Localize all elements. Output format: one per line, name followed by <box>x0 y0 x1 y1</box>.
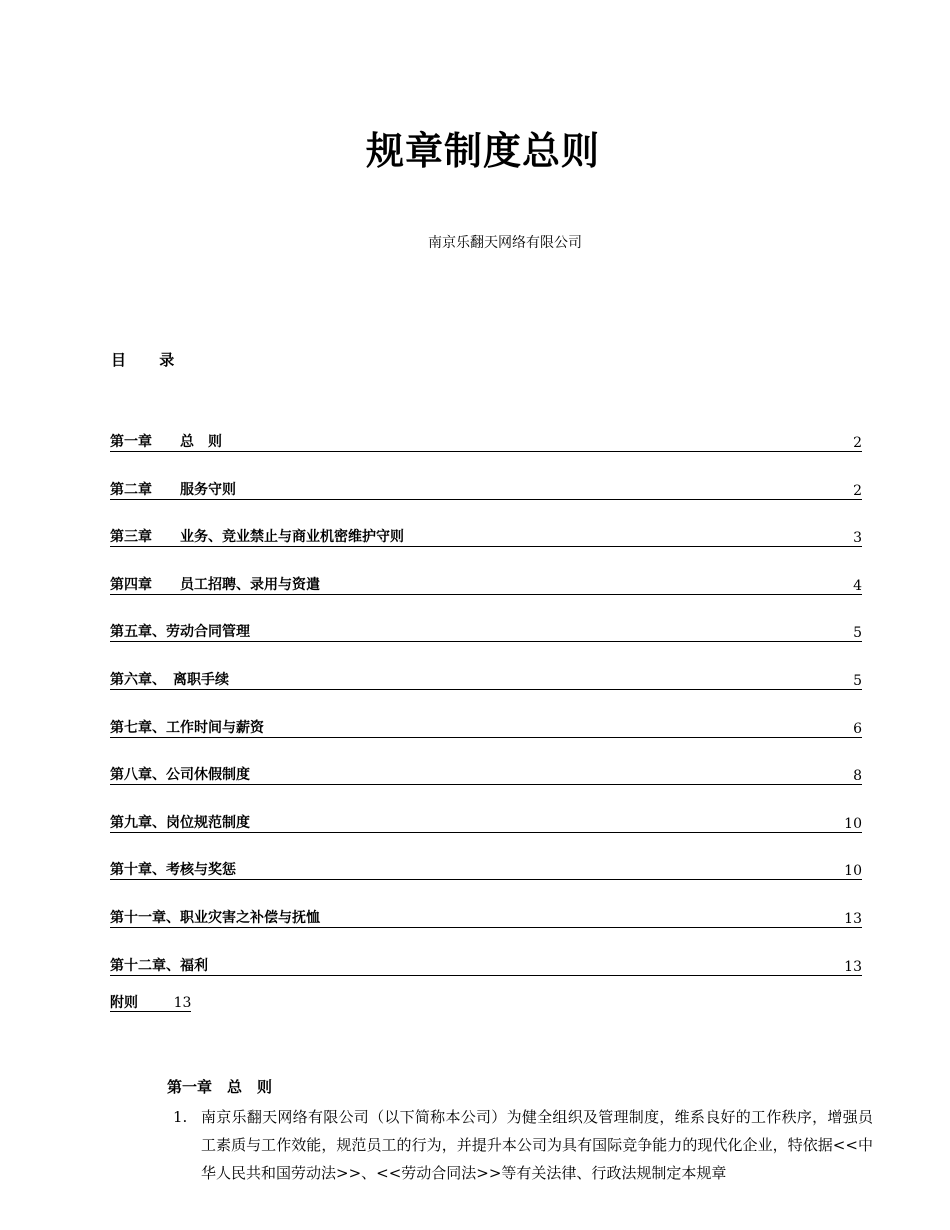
toc-entry-title: 第九章、岗位规范制度 <box>110 814 250 831</box>
toc-entry-page: 10 <box>844 863 862 880</box>
toc-entry-page: 13 <box>844 958 862 975</box>
toc-entry-page: 3 <box>853 530 862 547</box>
toc-entry-chapter-11[interactable] <box>110 908 862 928</box>
toc-entry-title: 第一章 总 则 <box>110 434 222 450</box>
toc-entry-chapter-9[interactable] <box>110 813 862 833</box>
toc-entry-chapter-2[interactable] <box>110 480 862 500</box>
toc-entry-title: 第五章、劳动合同管理 <box>110 624 250 641</box>
company-name: 南京乐翻天网络有限公司 <box>428 235 582 251</box>
toc-entry-title: 第二章 服务守则 <box>110 481 236 498</box>
toc-entry-chapter-1[interactable] <box>110 432 862 452</box>
toc-entry-chapter-3[interactable] <box>110 527 862 547</box>
chapter-heading: 第一章 总 则 <box>167 1078 273 1096</box>
document-title: 规章制度总则 <box>365 129 600 173</box>
toc-entry-chapter-4[interactable] <box>110 575 862 595</box>
toc-entry-title: 第十二章、福利 <box>110 957 208 974</box>
paragraph-number: 1. <box>173 1108 188 1126</box>
toc-entry-page: 2 <box>853 482 862 499</box>
toc-entry-chapter-8[interactable] <box>110 765 862 785</box>
toc-entry-page: 13 <box>844 910 862 927</box>
toc-entry-title: 第七章、工作时间与薪资 <box>110 719 264 736</box>
toc-entry-page: 8 <box>853 768 862 785</box>
toc-entry-page: 10 <box>844 815 862 832</box>
toc-entry-page: 5 <box>853 672 862 689</box>
toc-entry-chapter-7[interactable] <box>110 718 862 738</box>
toc-entry-chapter-10[interactable] <box>110 860 862 880</box>
toc-entry-page: 5 <box>853 625 862 642</box>
toc-entry-page: 4 <box>853 577 862 594</box>
toc-entry-chapter-5[interactable] <box>110 622 862 642</box>
toc-entry-page: 13 <box>173 995 192 1011</box>
table-of-contents <box>110 432 862 1003</box>
toc-entry-page: 2 <box>853 435 862 451</box>
toc-entry-title: 第八章、公司休假制度 <box>110 767 250 784</box>
paragraph-text: 南京乐翻天网络有限公司（以下简称本公司）为健全组织及管理制度，维系良好的工作秩序，增强员工素质与工作效能，规范员工的行为，并提升本公司为具有国际竞争能力的现代化企业，特依据<<中华人民共和国劳动法>>、<<劳动合同法>>等有关法律、行政法规制定本规章 <box>201 1108 873 1182</box>
toc-entry-appendix[interactable] <box>110 992 191 1012</box>
toc-heading: 目 录 <box>111 351 189 369</box>
toc-entry-page: 6 <box>853 720 862 737</box>
toc-entry-title: 第六章、 离职手续 <box>110 671 229 688</box>
toc-entry-title: 第四章 员工招聘、录用与资遣 <box>110 576 320 593</box>
toc-entry-title: 第十章、考核与奖惩 <box>110 862 236 879</box>
toc-entry-chapter-6[interactable] <box>110 670 862 690</box>
paragraph <box>173 1103 873 1187</box>
toc-entry-chapter-12[interactable] <box>110 956 862 976</box>
toc-entry-title: 第十一章、职业灾害之补偿与抚恤 <box>110 909 320 926</box>
toc-entry-title: 第三章 业务、竞业禁止与商业机密维护守则 <box>110 529 404 546</box>
toc-entry-title: 附则 <box>110 995 138 1011</box>
